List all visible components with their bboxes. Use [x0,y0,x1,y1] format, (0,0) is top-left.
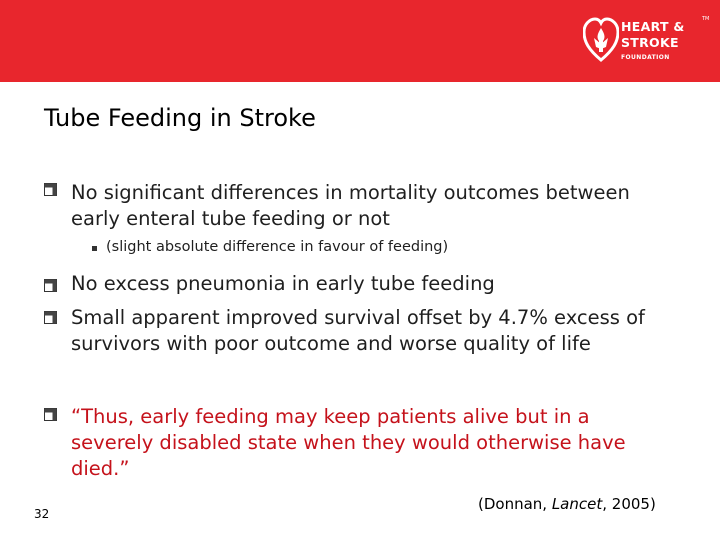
logo-trademark: TM [702,16,710,22]
logo-text-foundation: FOUNDATION [621,54,670,61]
checkbox-bullet-icon [44,311,57,324]
square-bullet-icon [92,246,97,251]
citation-open: (Donnan, [478,495,552,513]
logo-text-stroke: STROKE [621,35,679,50]
checkbox-bullet-icon [44,408,57,421]
bullet-pneumonia: No excess pneumonia in early tube feeding [71,272,495,295]
logo-text-heart: HEART & [621,19,685,34]
bullet-quote: “Thus, early feeding may keep patients alive but in a severely disabled state when they would otherwise have died.” [71,405,626,480]
citation-close: , 2005) [602,495,656,513]
checkbox-bullet-icon [44,183,57,196]
bullet-survival: Small apparent improved survival offset by 4.7% excess of survivors with poor outcome and worse quality of life [71,306,645,355]
heart-with-flame-icon [583,14,619,68]
slide-title: Tube Feeding in Stroke [44,104,316,132]
citation [478,495,656,513]
heart-stroke-logo [583,14,715,68]
checkbox-bullet-icon [44,279,57,292]
sub-bullet-absolute-difference: (slight absolute difference in favour of feeding) [106,239,449,255]
header-banner [0,0,720,82]
slide-number: 32 [34,507,50,521]
citation-journal: Lancet [551,495,603,513]
bullet-mortality: No significant differences in mortality outcomes between early enteral tube feeding or not [71,181,630,230]
